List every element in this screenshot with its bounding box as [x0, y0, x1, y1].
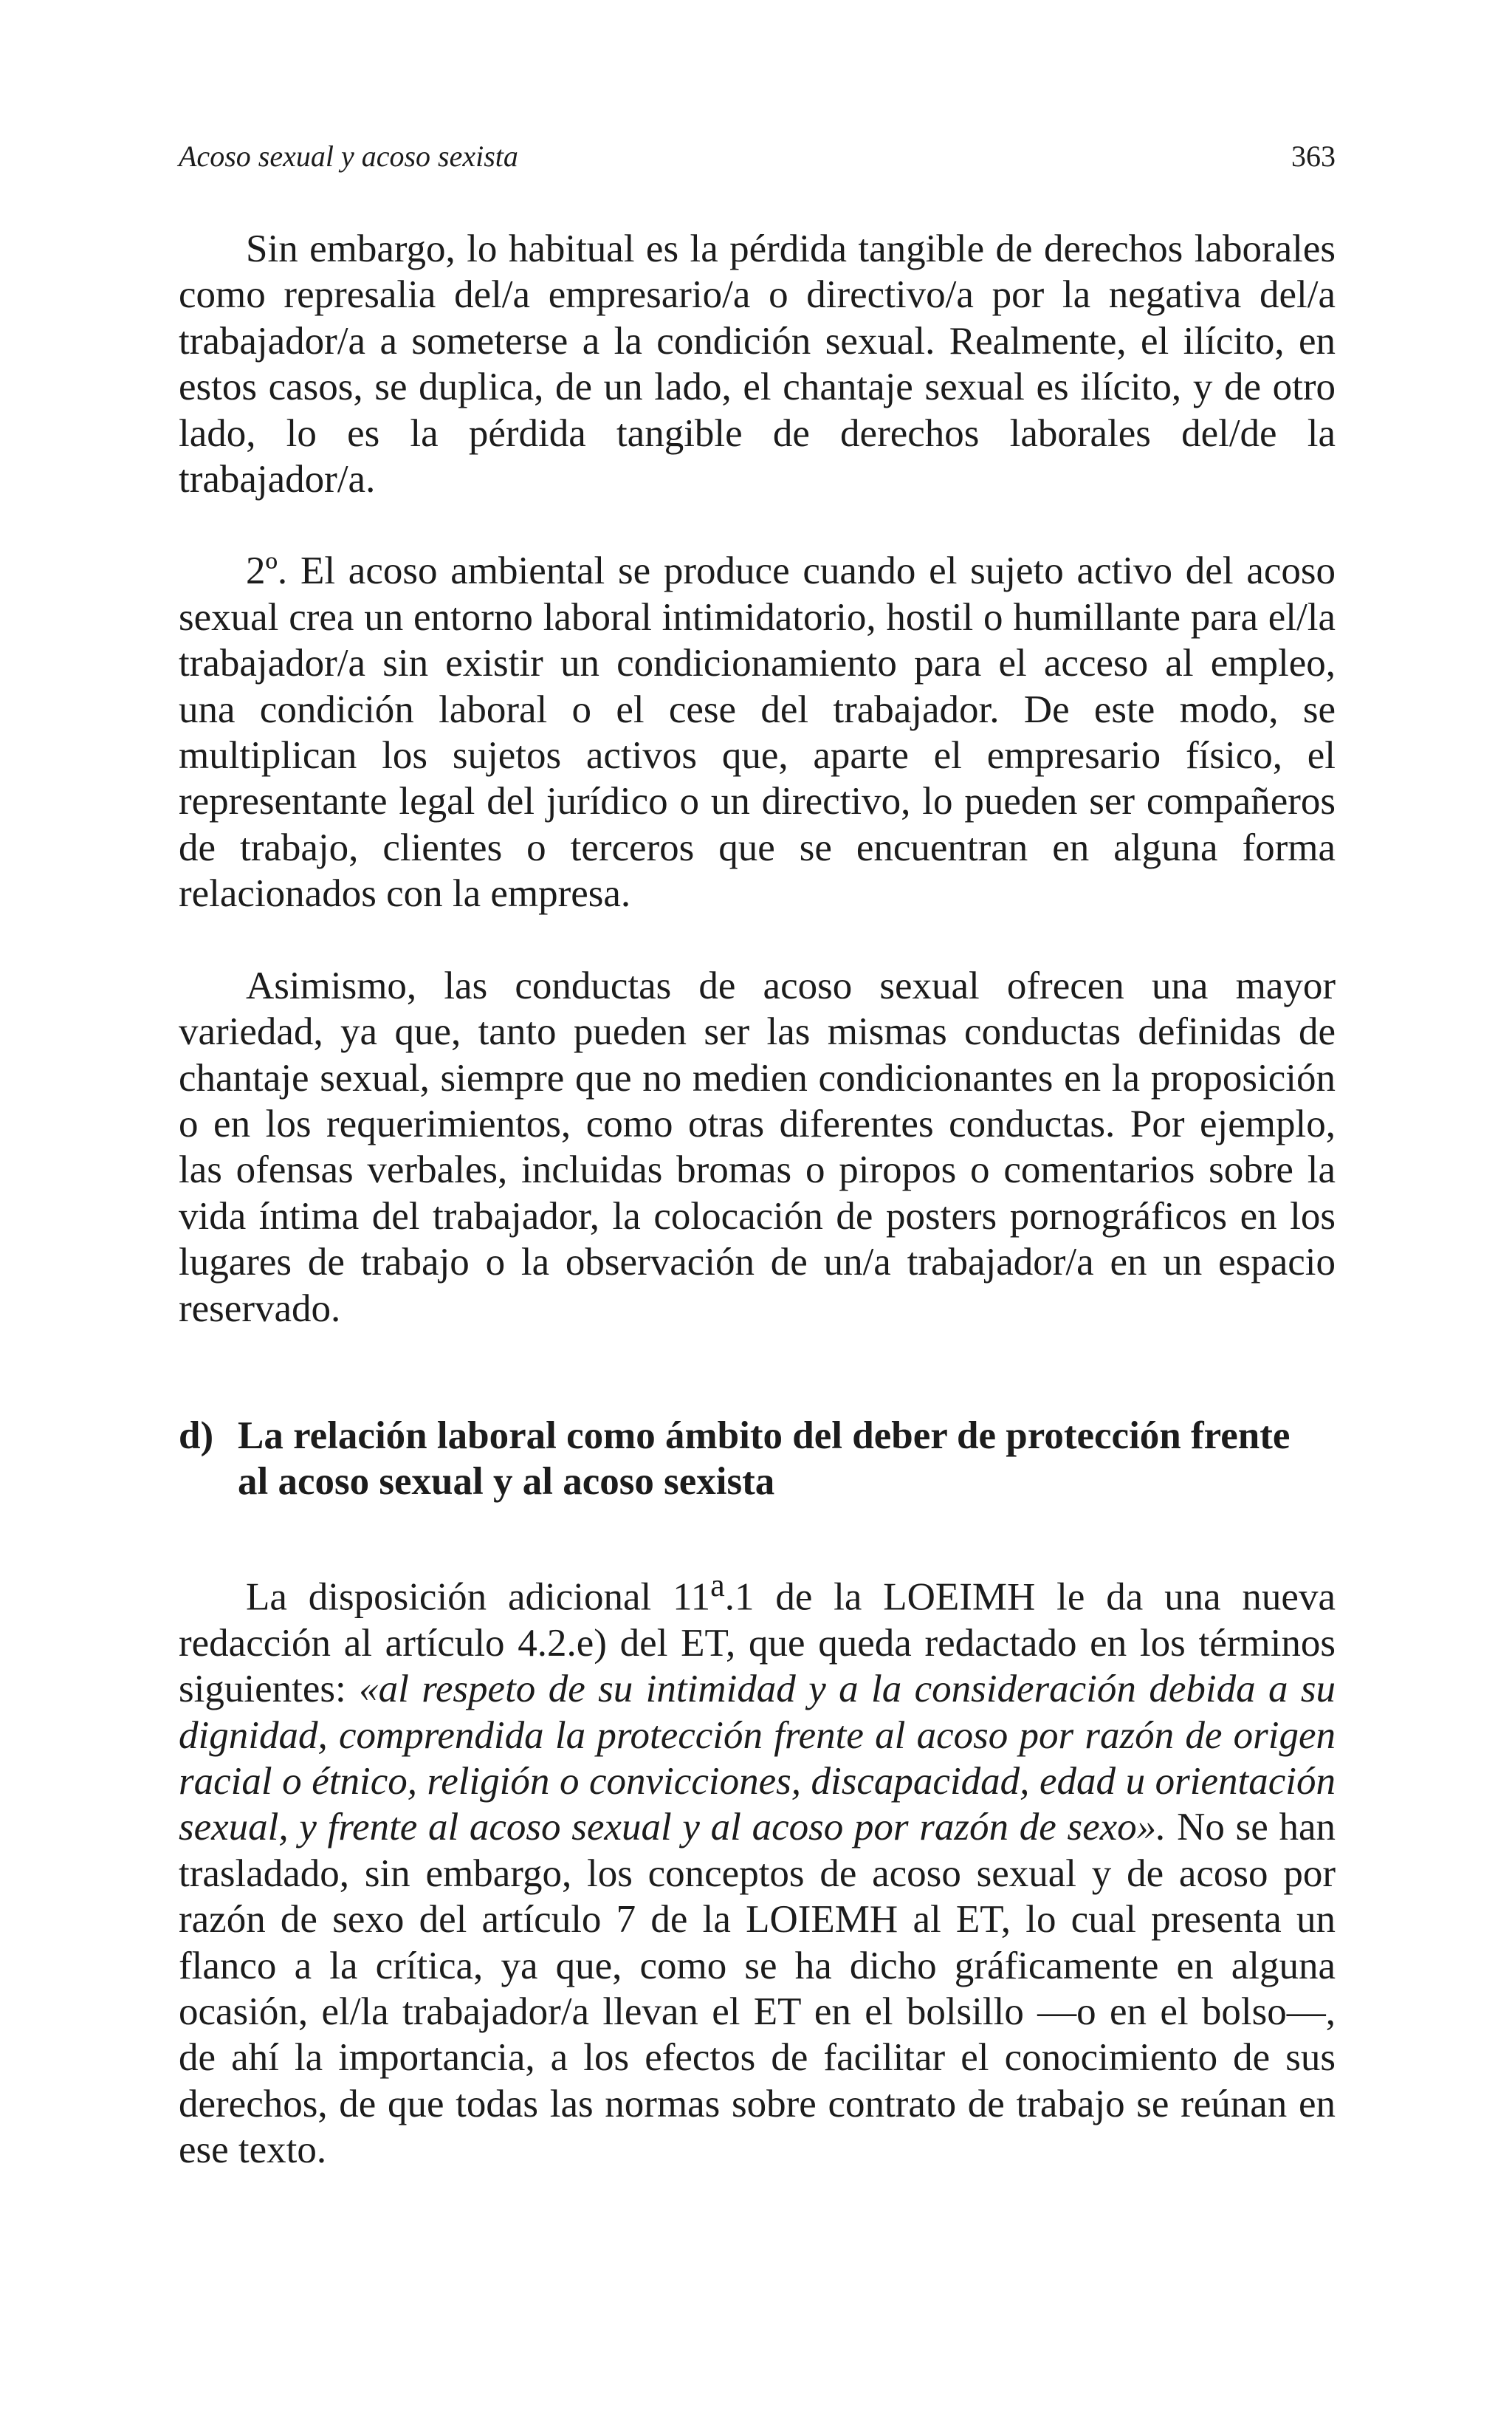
page-body [179, 226, 1336, 2173]
paragraph-intro-text: La disposición adicional 11 [246, 1575, 711, 1619]
section-title: La relación laboral como ámbito del deber de protección frente al acoso sexual y al acoso sexista [238, 1414, 1291, 1504]
section-marker: d) [179, 1414, 214, 1457]
paragraph-legal-loss: Sin embargo, lo habitual es la pérdida tangible de derechos laborales como represalia del/a empresario/a o directivo/a por la negativa del/a trabajador/a a someterse a la condición sexual. Realmente, el ilícito, en estos casos, se duplica, de un lado, el chantaje sexual es ilícito, y de otro lado, lo es la pérdida tangible de derechos laborales del/de la trabajador/a. [179, 227, 1336, 501]
paragraph-additional-provision [179, 1563, 1336, 2173]
running-title: Acoso sexual y acoso sexista [179, 140, 518, 173]
section-heading [179, 1413, 1336, 1505]
paragraph-environmental-harassment: 2º. El acoso ambiental se produce cuando el sujeto activo del acoso sexual crea un entorno laboral intimidatorio, hostil o humillante para el/la trabajador/a sin existir un condicionamiento para el acceso al empleo, una condición laboral o el cese del trabajador. De este modo, se multiplican los sujetos activos que, aparte el empresario físico, el representante legal del jurídico o un directivo, lo pueden ser compañeros de trabajo, clientes o terceros que se encuentran en alguna forma relacionados con la empresa. [179, 549, 1336, 916]
running-header [179, 139, 1336, 174]
paragraph-conduct-variety: Asimismo, las conductas de acoso sexual ofrecen una mayor variedad, ya que, tanto pueden ser las mismas conductas definidas de chantaje sexual, siempre que no medien condicionantes en la proposición o en los requerimientos, como otras diferentes conductas. Por ejemplo, las ofensas verbales, incluidas bromas o piropos o comentarios sobre la vida íntima del trabajador, la colocación de posters pornográficos en los lugares de trabajo o la observación de un/a trabajador/a en un espacio reservado. [179, 964, 1336, 1330]
paragraph-intro-continued: .1 de la LOEIMH le da una nueva redacción al artículo 4.2.e) del ET, que queda redactado en los términos siguientes: [179, 1575, 1336, 1711]
page-number: 363 [1291, 140, 1336, 173]
paragraph-remainder: No se han trasladado, sin embargo, los conceptos de acoso sexual y de acoso por razón de sexo del artículo 7 de la LOIEMH al ET, lo cual presenta un flanco a la crítica, ya que, como se ha dicho gráficamente en alguna ocasión, el/la trabajador/a llevan el ET en el bolsillo —o en el bolso—, de ahí la importancia, a los efectos de facilitar el conocimiento de sus derechos, de que todas las normas sobre contrato de trabajo se reúnan en ese texto. [179, 1806, 1336, 2172]
ordinal-superscript: a [710, 1566, 725, 1603]
legal-quote: «al respeto de su intimidad y a la consideración debida a su dignidad, comprendida la protección frente al acoso por razón de origen racial o étnico, religión o convicciones, discapacidad, edad u orientación sexual, y frente al acoso sexual y al acoso por razón de sexo». [179, 1668, 1336, 1849]
